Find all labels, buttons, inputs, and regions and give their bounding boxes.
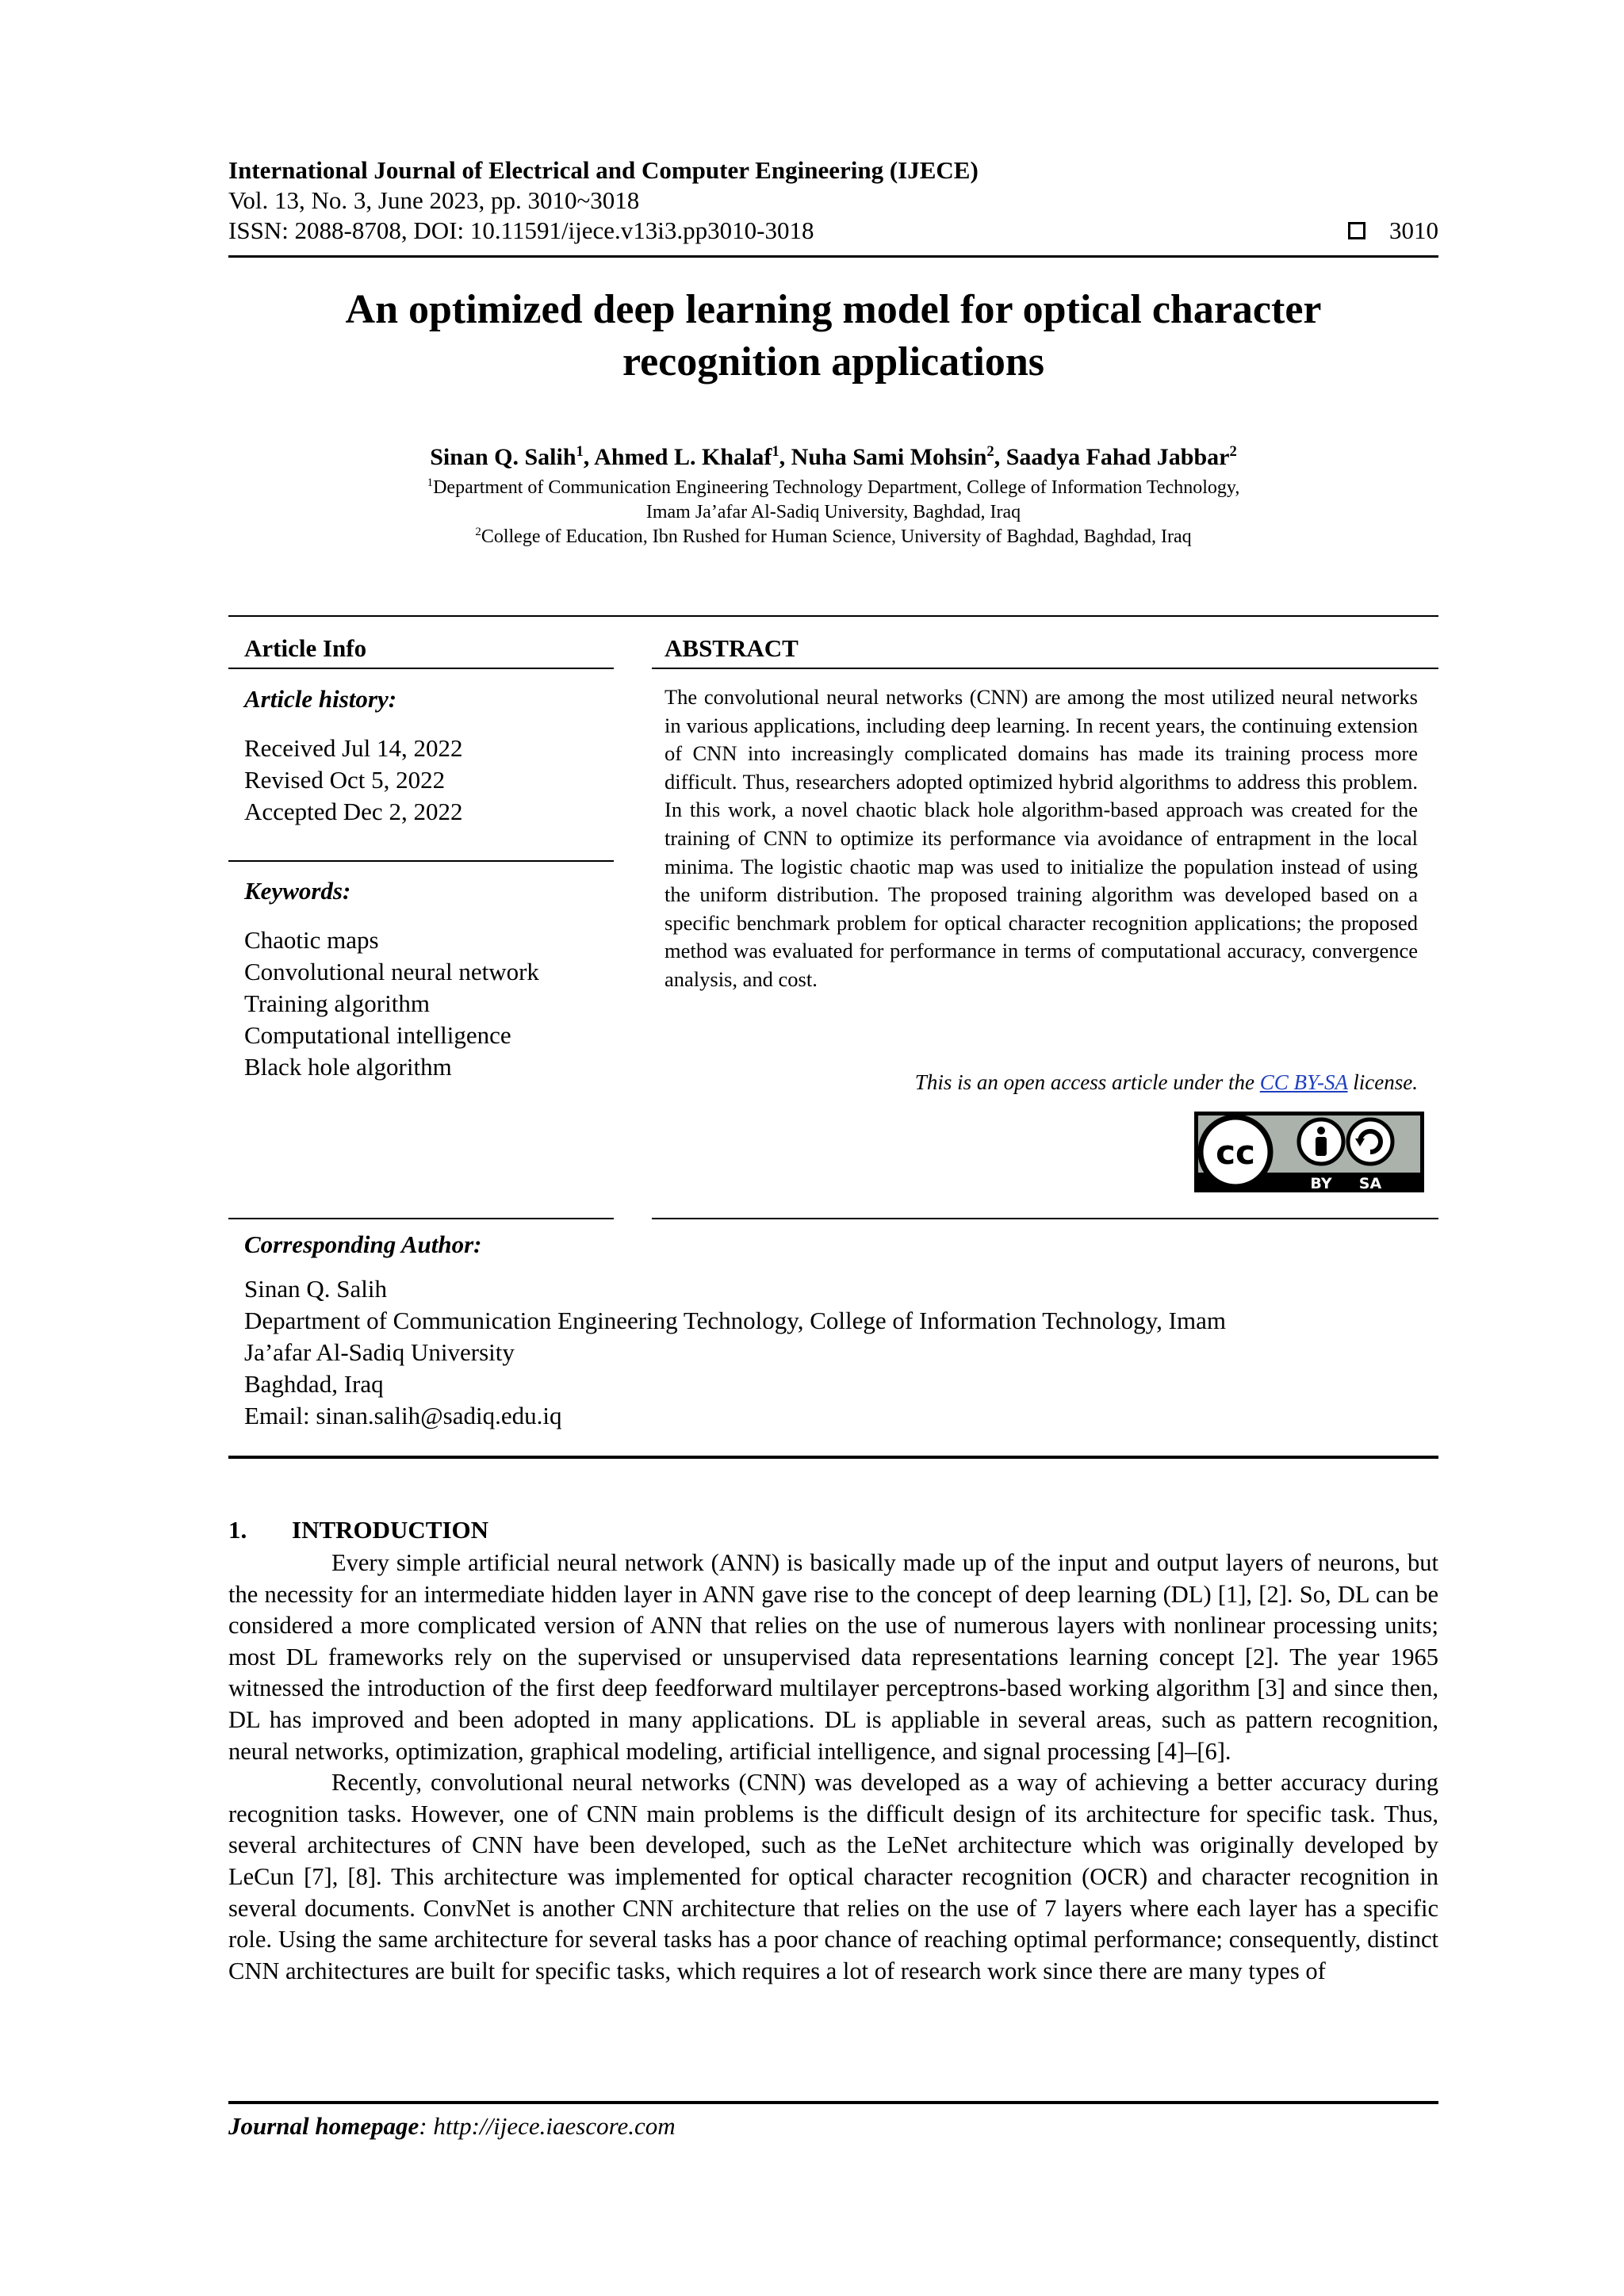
article-info-heading: Article Info [244, 634, 367, 662]
cc-by-sa-logo-icon [1194, 1112, 1424, 1192]
homepage-link[interactable]: http://ijece.iaescore.com [433, 2112, 676, 2140]
keyword: Chaotic maps [244, 926, 379, 954]
page-number: 3010 [1389, 216, 1438, 244]
paper-page [228, 0, 1438, 2296]
keywords-rule [228, 1218, 614, 1219]
abstract-heading: ABSTRACT [665, 634, 799, 662]
affiliation-1: $^1$Department of Communication Engineering Technology Department, College of Information Technology, [427, 476, 1240, 498]
corresponding-author [244, 1230, 1434, 1432]
issn-doi-line: ISSN: 2088-8708, DOI: 10.11591/ijece.v13i3.pp3010-3018 [228, 216, 814, 244]
article-history-heading: Article history: [244, 685, 397, 713]
keywords-heading: Keywords: [244, 877, 351, 905]
cc-by-sa-badge[interactable] [1194, 1112, 1424, 1196]
article-history [244, 733, 641, 828]
affiliation-1-line-2: Imam Ja’afar Al-Sadiq University, Baghdad, Iraq [645, 502, 1021, 522]
affiliations [228, 476, 1438, 549]
journal-header [228, 155, 1438, 246]
keyword: Convolutional neural network [244, 958, 539, 985]
license-link[interactable]: CC BY-SA [1259, 1070, 1348, 1094]
abstract-bottom-rule [652, 1218, 1438, 1219]
corresponding-author-heading: Corresponding Author: [244, 1230, 482, 1258]
keyword: Training algorithm [244, 989, 430, 1017]
paper-title [228, 284, 1438, 388]
author-university: Ja’afar Al-Sadiq University [244, 1338, 515, 1366]
author: Ahmed L. Khalaf$^1$, [594, 443, 791, 470]
footer-rule [228, 2101, 1438, 2104]
author-email[interactable]: Email: sinan.salih@sadiq.edu.iq [244, 1402, 562, 1429]
corresponding-bottom-rule [228, 1456, 1438, 1459]
affiliation-2: $^2$College of Education, Ibn Rushed for Human Science, University of Baghdad, Baghdad, Iraq [475, 526, 1192, 547]
author: Sinan Q. Salih$^1$, [430, 443, 595, 470]
author: Nuha Sami Mohsin$^2$, [791, 443, 1006, 470]
author: Saadya Fahad Jabbar$^2$ [1005, 443, 1237, 470]
keyword: Black hole algorithm [244, 1053, 452, 1081]
author-location: Baghdad, Iraq [244, 1370, 384, 1398]
square-icon [1348, 222, 1365, 239]
corresponding-author-details [244, 1273, 1434, 1432]
open-access-notice: This is an open access article under the CC BY-SA license. [914, 1070, 1418, 1094]
history-rule [228, 860, 614, 862]
paragraph: Recently, convolutional neural networks (CNN) was developed as a way of achieving a better accuracy during recognition tasks. However, one of CNN main problems is the difficult design of its architecture for specific task. Thus, several architectures of CNN have been developed, such as the LeNet architecture which was originally developed by LeCun [7], [8]. This architecture was implemented for optical character recognition (OCR) and character recognition in several documents. ConvNet is another CNN architecture that relies on the use of 7 layers where each layer has a specific role. Using the same architecture for several tasks has a poor chance of reaching optimal performance; consequently, distinct CNN architectures are built for specific tasks, which requires a lot of research work since there are many types of [228, 1769, 1438, 1984]
keyword: Computational intelligence [244, 1021, 511, 1049]
journal-homepage: Journal homepage: http://ijece.iaescore.com [228, 2112, 676, 2140]
section-number: 1. [228, 1516, 247, 1544]
by-label: BY [1310, 1175, 1332, 1192]
abstract-text: The convolutional neural networks (CNN) are among the most utilized neural networks in various applications, including deep learning. In recent years, the continuing extension of CNN into increasingly complicated domains has made its training process more difficult. Thus, researchers adopted optimized hybrid algorithms to address this problem. In this work, a novel chaotic black hole algorithm-based approach was created for the training of CNN to optimize its performance via avoidance of entrapment in the local minima. The logistic chaotic map was used to initialize the population instead of using the uniform distribution. The proposed training algorithm was developed based on a specific benchmark problem for optical character recognition applications; the proposed method was evaluated for performance in terms of computational accuracy, convergence analysis, and cost. [665, 685, 1418, 991]
author-name: Sinan Q. Salih [244, 1275, 387, 1303]
cc-text: cc [1216, 1133, 1255, 1172]
keywords-list [244, 924, 641, 1083]
author-department: Department of Communication Engineering Technology, College of Information Technology, Imam [244, 1307, 1226, 1334]
box-top-rule [228, 615, 1438, 617]
history-accepted: Accepted Dec 2, 2022 [244, 798, 463, 825]
volume-line: Vol. 13, No. 3, June 2023, pp. 3010~3018 [228, 186, 640, 214]
paragraph: Every simple artificial neural network (ANN) is basically made up of the input and output layers of neurons, but the necessity for an intermediate hidden layer in ANN gave rise to the concept of deep learning (DL) [1], [2]. So, DL can be considered a more complicated version of ANN that relies on the use of numerous layers with nonlinear processing units; most DL frameworks rely on the supervised or unsupervised data representations learning concept [2]. The year 1965 witnessed the introduction of the first deep feedforward multilayer perceptrons-based working algorithm [3] and since then, DL has improved and been adopted in many applications. DL is appliable in several areas, such as pattern recognition, neural networks, optimization, graphical modeling, artificial intelligence, and signal processing [4]–[6]. [228, 1549, 1438, 1765]
sa-label: SA [1358, 1175, 1382, 1192]
journal-name: International Journal of Electrical and Computer Engineering (IJECE) [228, 156, 979, 184]
header-rule [228, 255, 1438, 258]
history-revised: Revised Oct 5, 2022 [244, 766, 446, 794]
title-line-1: An optimized deep learning model for optical character [345, 287, 1322, 332]
introduction-body [228, 1548, 1438, 1987]
author-list [228, 442, 1438, 473]
abstract-rule [652, 668, 1438, 669]
section-heading-introduction [228, 1516, 488, 1544]
history-received: Received Jul 14, 2022 [244, 734, 463, 762]
article-info-rule [228, 668, 614, 669]
title-line-2: recognition applications [622, 339, 1045, 385]
section-title: INTRODUCTION [292, 1516, 489, 1544]
